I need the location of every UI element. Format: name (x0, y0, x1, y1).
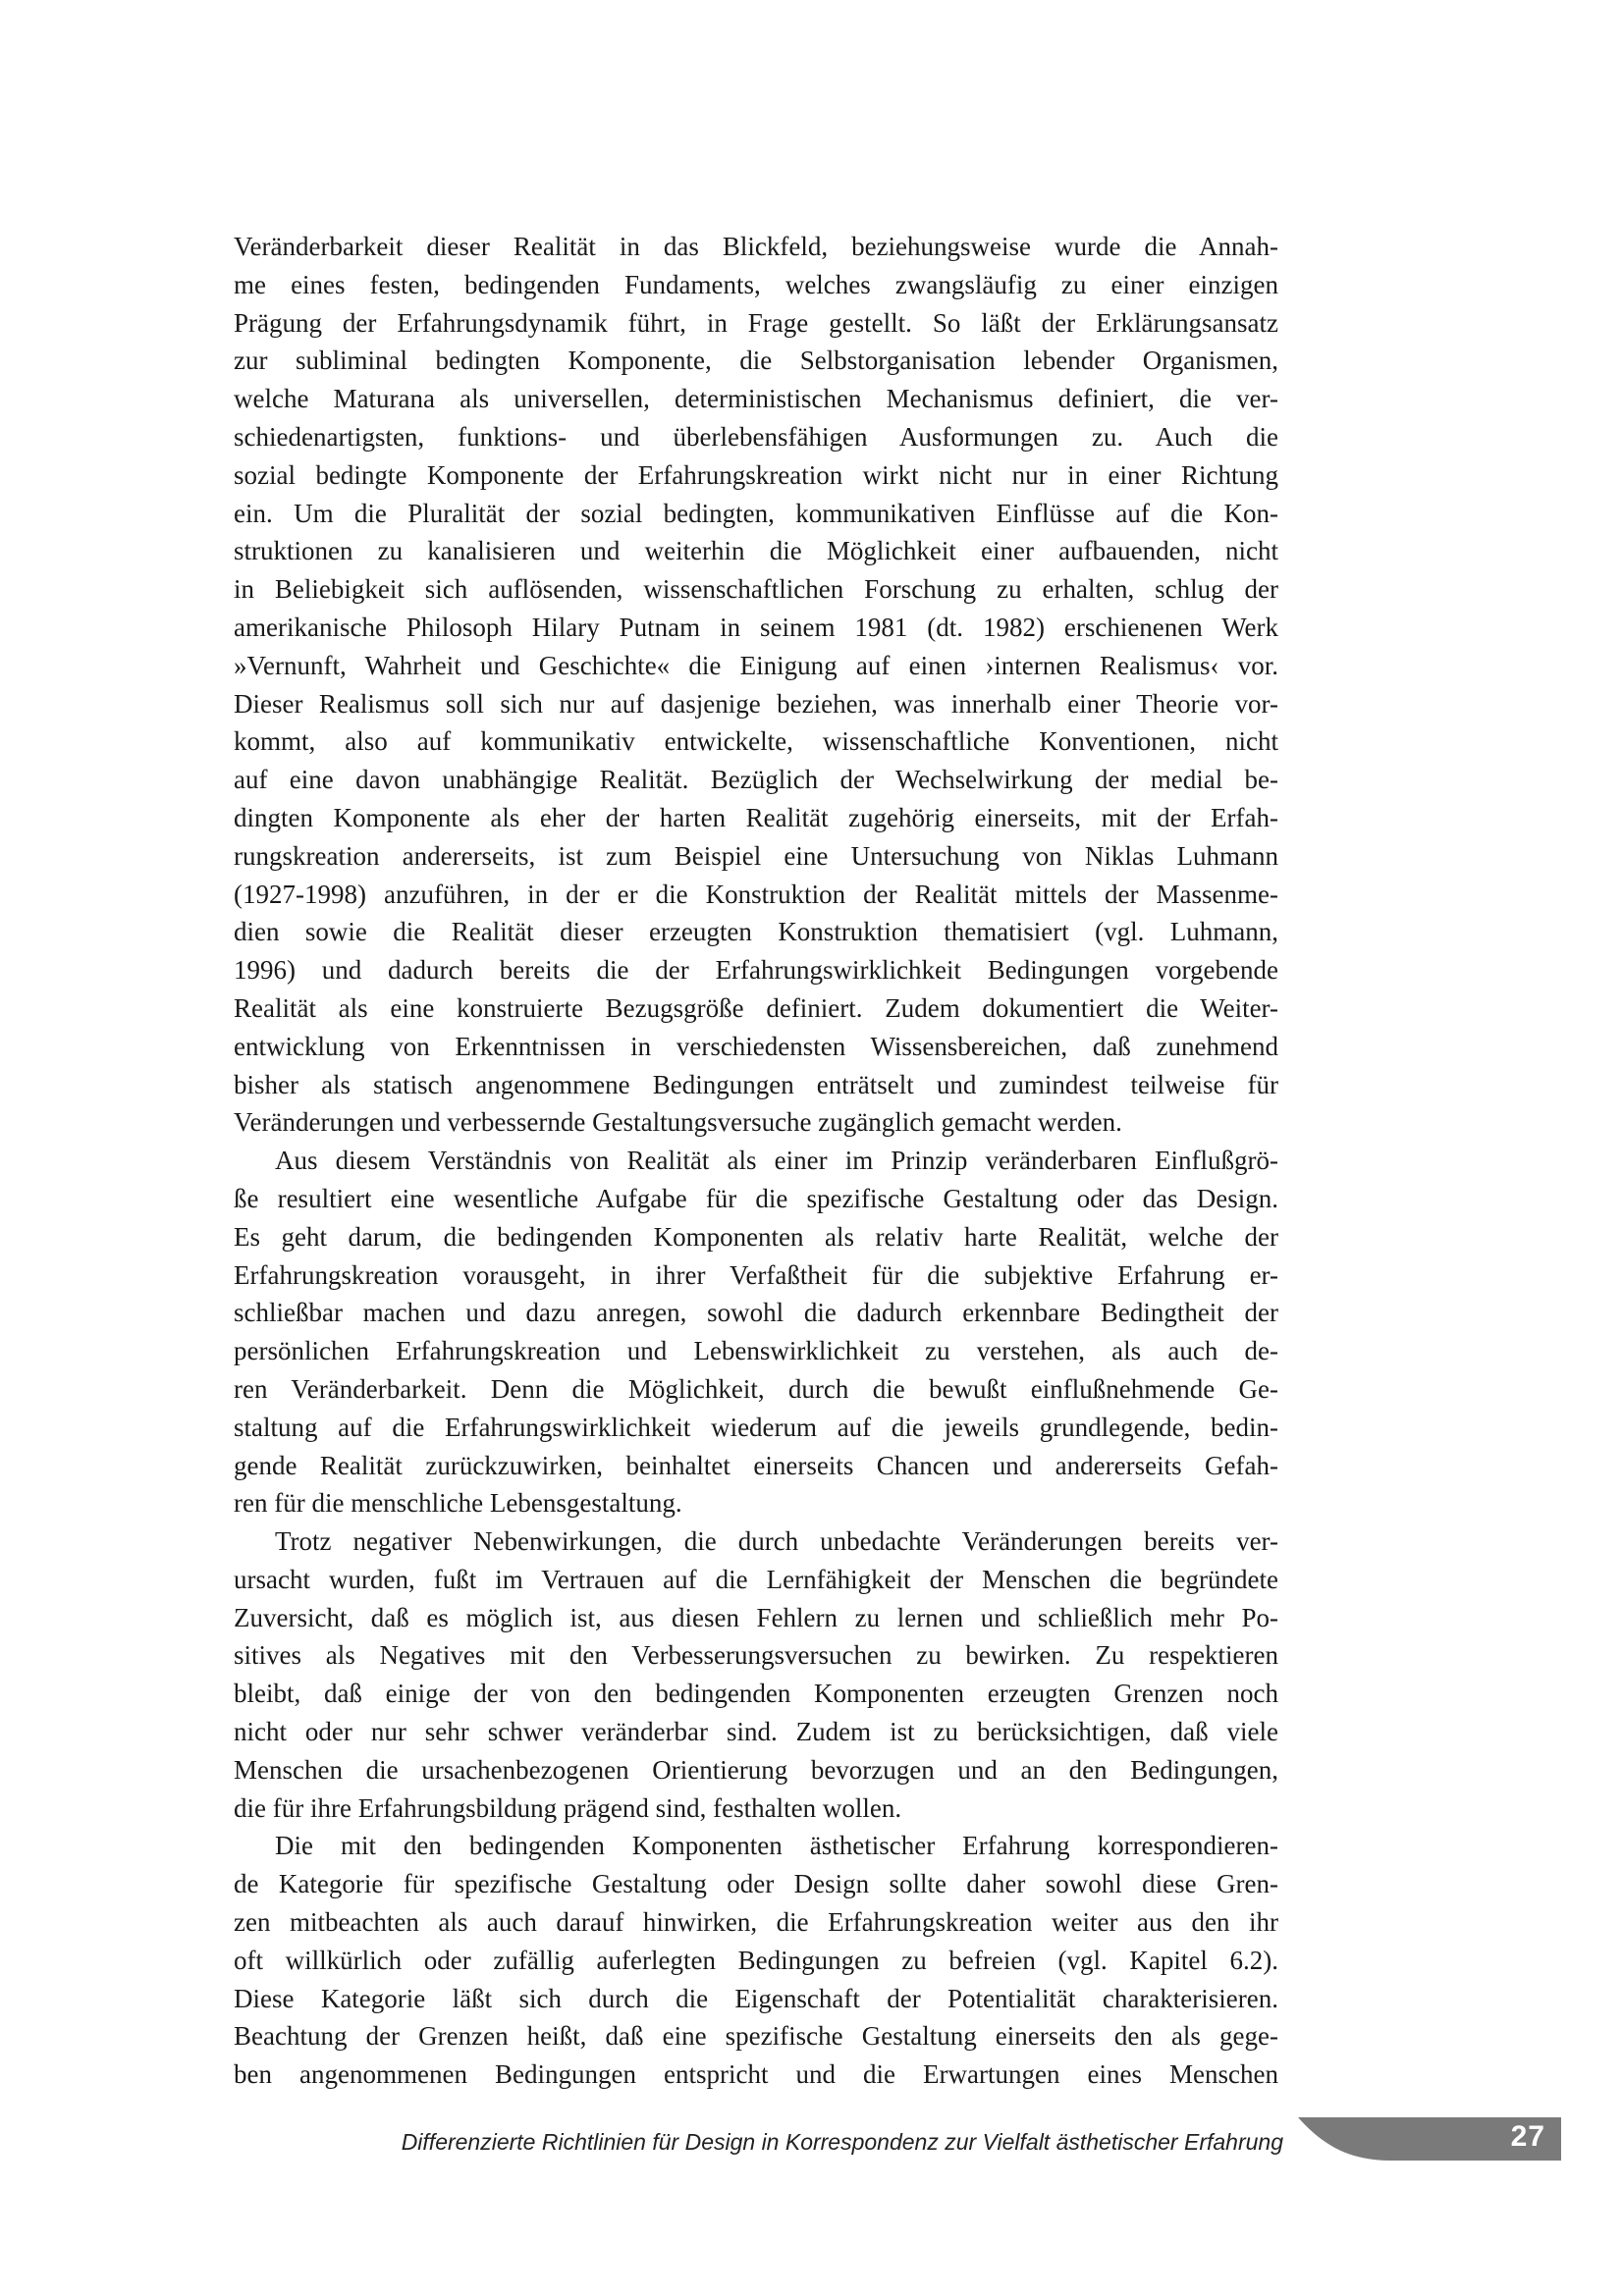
text-line: Veränderungen und verbessernde Gestaltungsversuche zugänglich gemacht werden. (234, 1107, 1122, 1138)
text-line: die für ihre Erfahrungsbildung prägend sind, festhalten wollen. (234, 1792, 902, 1823)
text-line: Die mit den bedingenden Komponenten ästhetischer Erfahrung korrespondieren- (275, 1831, 1278, 1861)
text-line: Erfahrungskreation vorausgeht, in ihrer Verfaßtheit für die subjektive Erfahrung er- (234, 1259, 1278, 1290)
text-line: Veränderbarkeit dieser Realität in das Blickfeld, beziehungsweise wurde die Annah- (234, 232, 1278, 261)
text-line: entwicklung von Erkenntnissen in verschiedensten Wissensbereichen, daß zunehmend (234, 1031, 1278, 1061)
text-line: sozial bedingte Komponente der Erfahrungskreation wirkt nicht nur in einer Richtung (234, 459, 1278, 490)
text-line: ße resultiert eine wesentliche Aufgabe für die spezifische Gestaltung oder das Design. (234, 1183, 1278, 1213)
page-number: 27 (1510, 2120, 1545, 2153)
text-line: gende Realität zurückzuwirken, beinhaltet einerseits Chancen und andererseits Gefah- (234, 1450, 1278, 1480)
page-footer (0, 2117, 1623, 2176)
paragraph-4 (234, 1827, 1278, 2094)
text-line: oft willkürlich oder zufällig auferlegten Bedingungen zu befreien (vgl. Kapitel 6.2). (234, 1945, 1278, 1975)
text-line: »Vernunft, Wahrheit und Geschichte« die Einigung auf einen ›internen Realismus‹ vor. (234, 650, 1278, 680)
text-line: Diese Kategorie läßt sich durch die Eigenschaft der Potentialität charakterisieren. (234, 1983, 1278, 2013)
text-line: rungskreation andererseits, ist zum Beispiel eine Untersuchung von Niklas Luhmann (234, 840, 1278, 871)
text-line: amerikanische Philosoph Hilary Putnam in seinem 1981 (dt. 1982) erschienenen Werk (234, 612, 1278, 642)
text-line: dien sowie die Realität dieser erzeugten Konstruktion thematisiert (vgl. Luhmann, (234, 917, 1278, 947)
text-line: Dieser Realismus soll sich nur auf dasjenige beziehen, was innerhalb einer Theorie vor- (234, 688, 1278, 719)
paragraph-2 (234, 1142, 1278, 1522)
text-line: struktionen zu kanalisieren und weiterhin die Möglichkeit einer aufbauenden, nicht (234, 536, 1278, 566)
text-line: Menschen die ursachenbezogenen Orientierung bevorzugen und an den Bedingungen, (234, 1754, 1278, 1785)
text-line: Realität als eine konstruierte Bezugsgröße definiert. Zudem dokumentiert die Weiter- (234, 992, 1278, 1023)
text-line: zen mitbeachten als auch darauf hinwirken, die Erfahrungskreation weiter aus den ihr (234, 1907, 1278, 1938)
text-line: in Beliebigkeit sich auflösenden, wissenschaftlichen Forschung zu erhalten, schlug der (234, 574, 1278, 605)
text-line: ben angenommenen Bedingungen entspricht und die Erwartungen eines Menschen (234, 2059, 1278, 2090)
text-line: Aus diesem Verständnis von Realität als einer im Prinzip veränderbaren Einflußgrö- (275, 1146, 1278, 1176)
text-line: auf eine davon unabhängige Realität. Bezüglich der Wechselwirkung der medial be- (234, 765, 1278, 795)
text-line: schiedenartigsten, funktions- und überlebensfähigen Ausformungen zu. Auch die (234, 421, 1278, 452)
text-line: sitives als Negatives mit den Verbesserungsversuchen zu bewirken. Zu respektieren (234, 1640, 1278, 1671)
text-line: Zuversicht, daß es möglich ist, aus diesen Fehlern zu lernen und schließlich mehr Po- (234, 1602, 1278, 1632)
text-line: ren Veränderbarkeit. Denn die Möglichkeit, durch die bewußt einflußnehmende Ge- (234, 1373, 1278, 1404)
text-line: me eines festen, bedingenden Fundaments, welches zwangsläufig zu einer einzigen (234, 269, 1278, 299)
running-title: Differenzierte Richtlinien für Design in Korrespondenz zur Vielfalt ästhetischer Erfahrung (401, 2129, 1283, 2155)
text-line: staltung auf die Erfahrungswirklichkeit wiederum auf die jeweils grundlegende, bedin- (234, 1412, 1278, 1442)
text-line: 1996) und dadurch bereits die der Erfahrungswirklichkeit Bedingungen vorgebende (234, 955, 1278, 986)
text-line: bisher als statisch angenommene Bedingungen enträtselt und zumindest teilweise für (234, 1069, 1278, 1099)
text-line: schließbar machen und dazu anregen, sowohl die dadurch erkennbare Bedingtheit der (234, 1298, 1278, 1328)
paragraph-3 (234, 1522, 1278, 1827)
text-line: ren für die menschliche Lebensgestaltung. (234, 1488, 682, 1519)
text-line: ein. Um die Pluralität der sozial bedingten, kommunikativen Einflüsse auf die Kon- (234, 498, 1278, 528)
page-number-tab (1298, 2117, 1561, 2161)
text-line: Beachtung der Grenzen heißt, daß eine spezifische Gestaltung einerseits den als gege- (234, 2021, 1278, 2052)
text-line: Es geht darum, die bedingenden Komponenten als relativ harte Realität, welche der (234, 1221, 1278, 1252)
text-line: de Kategorie für spezifische Gestaltung oder Design sollte daher sowohl diese Gren- (234, 1869, 1278, 1899)
body-text (234, 228, 1278, 2094)
text-line: nicht oder nur sehr schwer veränderbar sind. Zudem ist zu berücksichtigen, daß viele (234, 1717, 1278, 1747)
text-line: welche Maturana als universellen, deterministischen Mechanismus definiert, die ver- (234, 384, 1278, 414)
text-line: Prägung der Erfahrungsdynamik führt, in Frage gestellt. So läßt der Erklärungsansatz (234, 307, 1278, 338)
text-line: kommt, also auf kommunikativ entwickelte, wissenschaftliche Konventionen, nicht (234, 726, 1278, 757)
text-line: ursacht wurden, fußt im Vertrauen auf die Lernfähigkeit der Menschen die begründete (234, 1564, 1278, 1594)
text-line: dingten Komponente als eher der harten Realität zugehörig einerseits, mit der Erfah- (234, 802, 1278, 832)
text-line: bleibt, daß einige der von den bedingenden Komponenten erzeugten Grenzen noch (234, 1679, 1278, 1709)
text-line: Trotz negativer Nebenwirkungen, die durch unbedachte Veränderungen bereits ver- (275, 1526, 1278, 1557)
text-line: zur subliminal bedingten Komponente, die Selbstorganisation lebender Organismen, (234, 346, 1278, 376)
paragraph-1 (234, 228, 1278, 1142)
text-line: persönlichen Erfahrungskreation und Lebenswirklichkeit zu verstehen, als auch de- (234, 1336, 1278, 1366)
text-line: (1927-1998) anzuführen, in der er die Konstruktion der Realität mittels der Massenme- (234, 879, 1278, 909)
